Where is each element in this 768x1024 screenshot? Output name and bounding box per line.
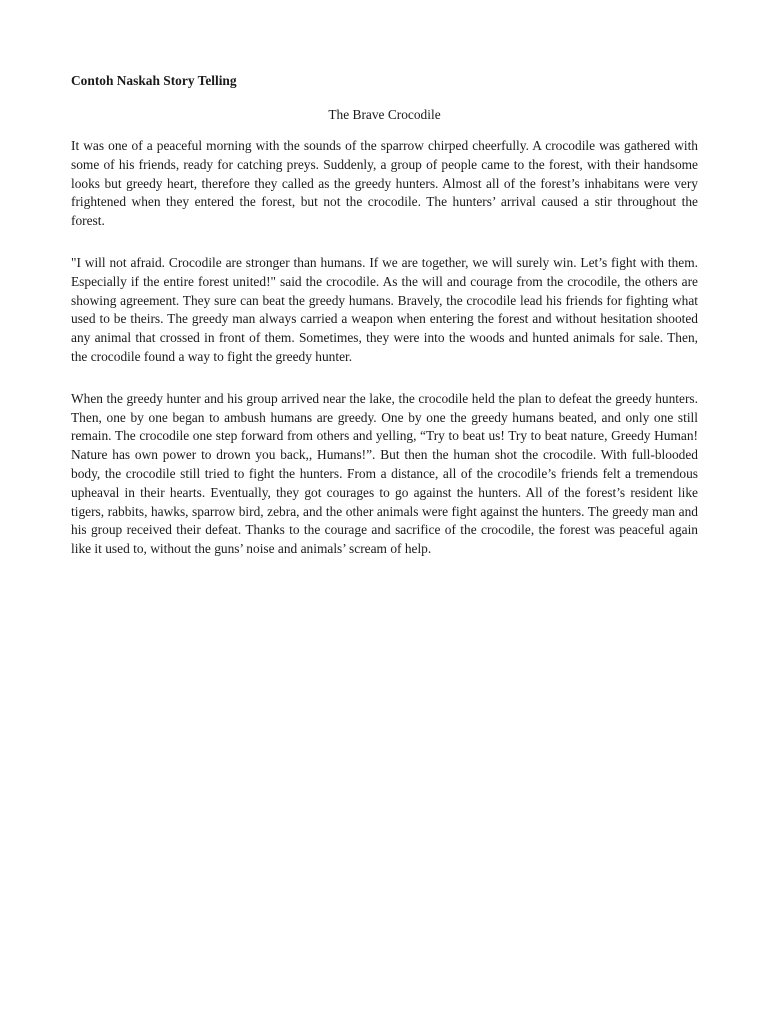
story-paragraph-1: It was one of a peaceful morning with the sounds of the sparrow chirped cheerfully. A crocodile was gathered with some of his friends, ready for catching preys. Suddenly, a group of people came to the forest, with their handsome looks but greedy heart, therefore they called as the greedy hunters. Almost all of the forest’s inhabitans were very frightened when they entered the forest, but not the crocodile. The hunters’ arrival caused a stir throughout the forest.: [71, 138, 698, 229]
story-paragraph-2: "I will not afraid. Crocodile are stronger than humans. If we are together, we will surely win. Let’s fight with them. Especially if the entire forest united!" said the crocodile. As the will and courage from the crocodile, the others are showing agreement. They sure can beat the greedy humans. Bravely, the crocodile lead his friends for fighting what used to be theirs. The greedy man always carried a weapon when entering the forest and without hesitation shooted any animal that crossed in front of them. Sometimes, they were into the woods and hunted animals for sale. Then, the crocodile found a way to fight the greedy hunter.: [71, 254, 698, 364]
document-body: [71, 72, 698, 559]
story-title: The Brave Crocodile: [328, 107, 441, 122]
story-paragraph-3: When the greedy hunter and his group arrived near the lake, the crocodile held the plan to defeat the greedy hunters. Then, one by one began to ambush humans are greedy. One by one the greedy humans beated, and only one still remain. The crocodile one step forward from others and yelling, “Try to beat us! Try to beat nature, Greedy Human! Nature has own power to drown you back,, Humans!”. But then the human shot the crocodile. With full-blooded body, the crocodile still tried to fight the hunters. From a distance, all of the crocodile’s friends felt a tremendous upheaval in their hearts. Eventually, they got courages to go against the hunters. All of the forest’s resident like tigers, rabbits, hawks, sparrow bird, zebra, and the other animals were fight against the hunters. The greedy man and his group received their defeat. Thanks to the courage and sacrifice of the crocodile, the forest was peaceful again like it used to, without the guns’ noise and animals’ scream of help.: [71, 390, 698, 557]
document-heading: Contoh Naskah Story Telling: [71, 73, 237, 88]
